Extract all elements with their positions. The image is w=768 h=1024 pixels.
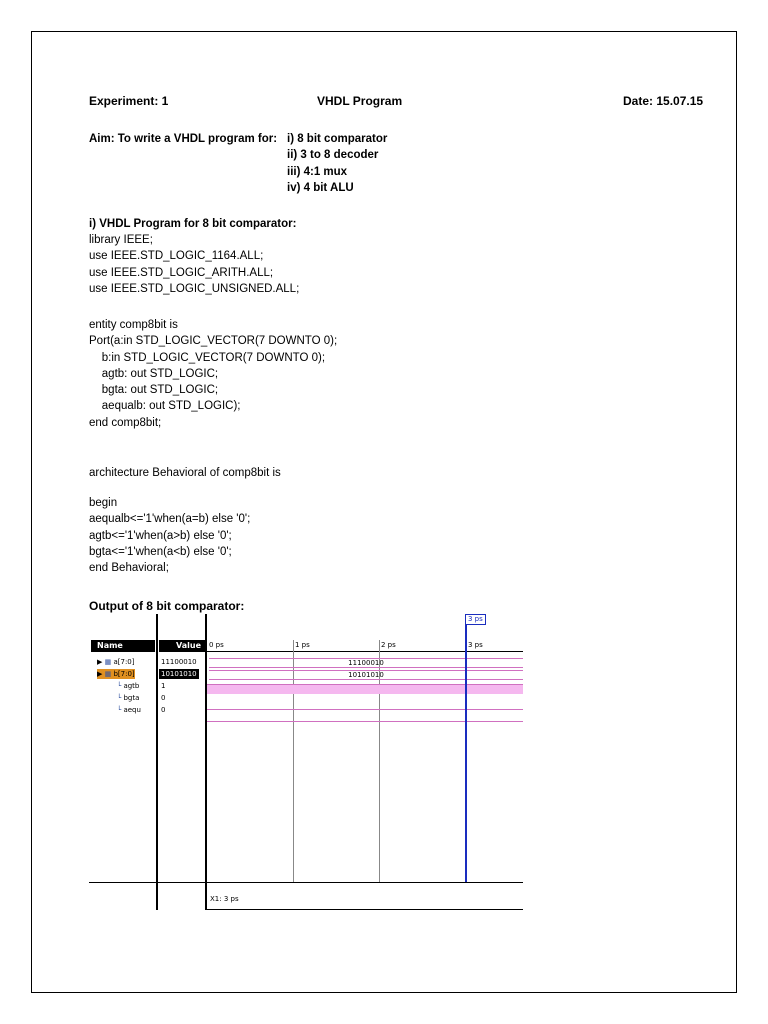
signal-row-b[interactable]: ▶ ▦ b[7:0] bbox=[97, 670, 135, 678]
waveform-footer-divider bbox=[89, 882, 523, 883]
name-column-separator bbox=[156, 614, 158, 910]
signal-value: 1 bbox=[161, 682, 166, 690]
aim-item: i) 8 bit comparator bbox=[287, 133, 388, 145]
document-header bbox=[89, 94, 704, 110]
program-heading: i) VHDL Program for 8 bit comparator: bbox=[89, 218, 297, 230]
tick-label: 3 ps bbox=[468, 641, 483, 649]
architecture-line: architecture Behavioral of comp8bit is bbox=[89, 467, 281, 479]
signal-row-aequ[interactable]: └ aequ bbox=[117, 706, 141, 714]
waveform-window bbox=[89, 614, 523, 910]
document-title: VHDL Program bbox=[317, 94, 403, 108]
waveform-aequ bbox=[207, 721, 523, 722]
entity-block: entity comp8bit is Port(a:in STD_LOGIC_VECTOR(7 DOWNTO 0); b:in STD_LOGIC_VECTOR(7 DOWNTO 0); agtb: out STD_LOGIC; bgta: out STD_LOGIC; aequalb: out STD_LOGIC); end comp8bit; bbox=[89, 319, 338, 429]
cursor-time-label: 3 ps bbox=[465, 614, 486, 625]
signal-row-bgta[interactable]: └ bgta bbox=[117, 694, 140, 702]
value-column-separator bbox=[205, 614, 207, 910]
bus-icon: ▦ bbox=[104, 658, 112, 666]
tick-label: 1 ps bbox=[295, 641, 310, 649]
signal-value: 0 bbox=[161, 706, 166, 714]
signal-value: 10101010 bbox=[161, 670, 197, 678]
waveform-bottom-border bbox=[207, 909, 523, 910]
signal-row-agtb[interactable]: └ agtb bbox=[117, 682, 140, 690]
document-date: Date: 15.07.15 bbox=[623, 94, 704, 108]
aim-item: iii) 4:1 mux bbox=[287, 165, 348, 178]
waveform-agtb bbox=[207, 684, 523, 694]
experiment-number: Experiment: 1 bbox=[89, 94, 169, 108]
signal-icon: └ bbox=[117, 694, 122, 702]
value-column-header: Value bbox=[159, 640, 205, 652]
x1-readout: X1: 3 ps bbox=[210, 895, 239, 903]
signal-value: 0 bbox=[161, 694, 166, 702]
tick-label: 0 ps bbox=[209, 641, 224, 649]
aim-label: Aim: To write a VHDL program for: bbox=[89, 133, 278, 145]
waveform-b: 10101010 bbox=[209, 670, 523, 680]
aim-item: iv) 4 bit ALU bbox=[287, 181, 354, 194]
tick-label: 2 ps bbox=[381, 641, 396, 649]
time-cursor[interactable] bbox=[465, 622, 467, 882]
output-heading: Output of 8 bit comparator: bbox=[89, 599, 245, 613]
behavior-block: begin aequalb<='1'when(a=b) else '0'; agtb<='1'when(a>b) else '0'; bgta<='1'when(a<b) else '0'; end Behavioral; bbox=[89, 497, 251, 575]
signal-icon: └ bbox=[117, 706, 122, 714]
bus-icon: ▦ bbox=[104, 670, 112, 678]
library-block: library IEEE; use IEEE.STD_LOGIC_1164.ALL; use IEEE.STD_LOGIC_ARITH.ALL; use IEEE.STD_LOGIC_UNSIGNED.ALL; bbox=[89, 234, 300, 295]
time-ruler bbox=[207, 651, 523, 652]
signal-value: 11100010 bbox=[161, 658, 197, 666]
aim-item: ii) 3 to 8 decoder bbox=[287, 149, 379, 162]
waveform-bgta bbox=[207, 709, 523, 710]
signal-row-a[interactable]: ▶ ▦ a[7:0] bbox=[97, 658, 135, 666]
waveform-a: 11100010 bbox=[209, 658, 523, 668]
name-column-header: Name bbox=[91, 640, 155, 652]
aim-list bbox=[287, 131, 387, 196]
signal-icon: └ bbox=[117, 682, 122, 690]
